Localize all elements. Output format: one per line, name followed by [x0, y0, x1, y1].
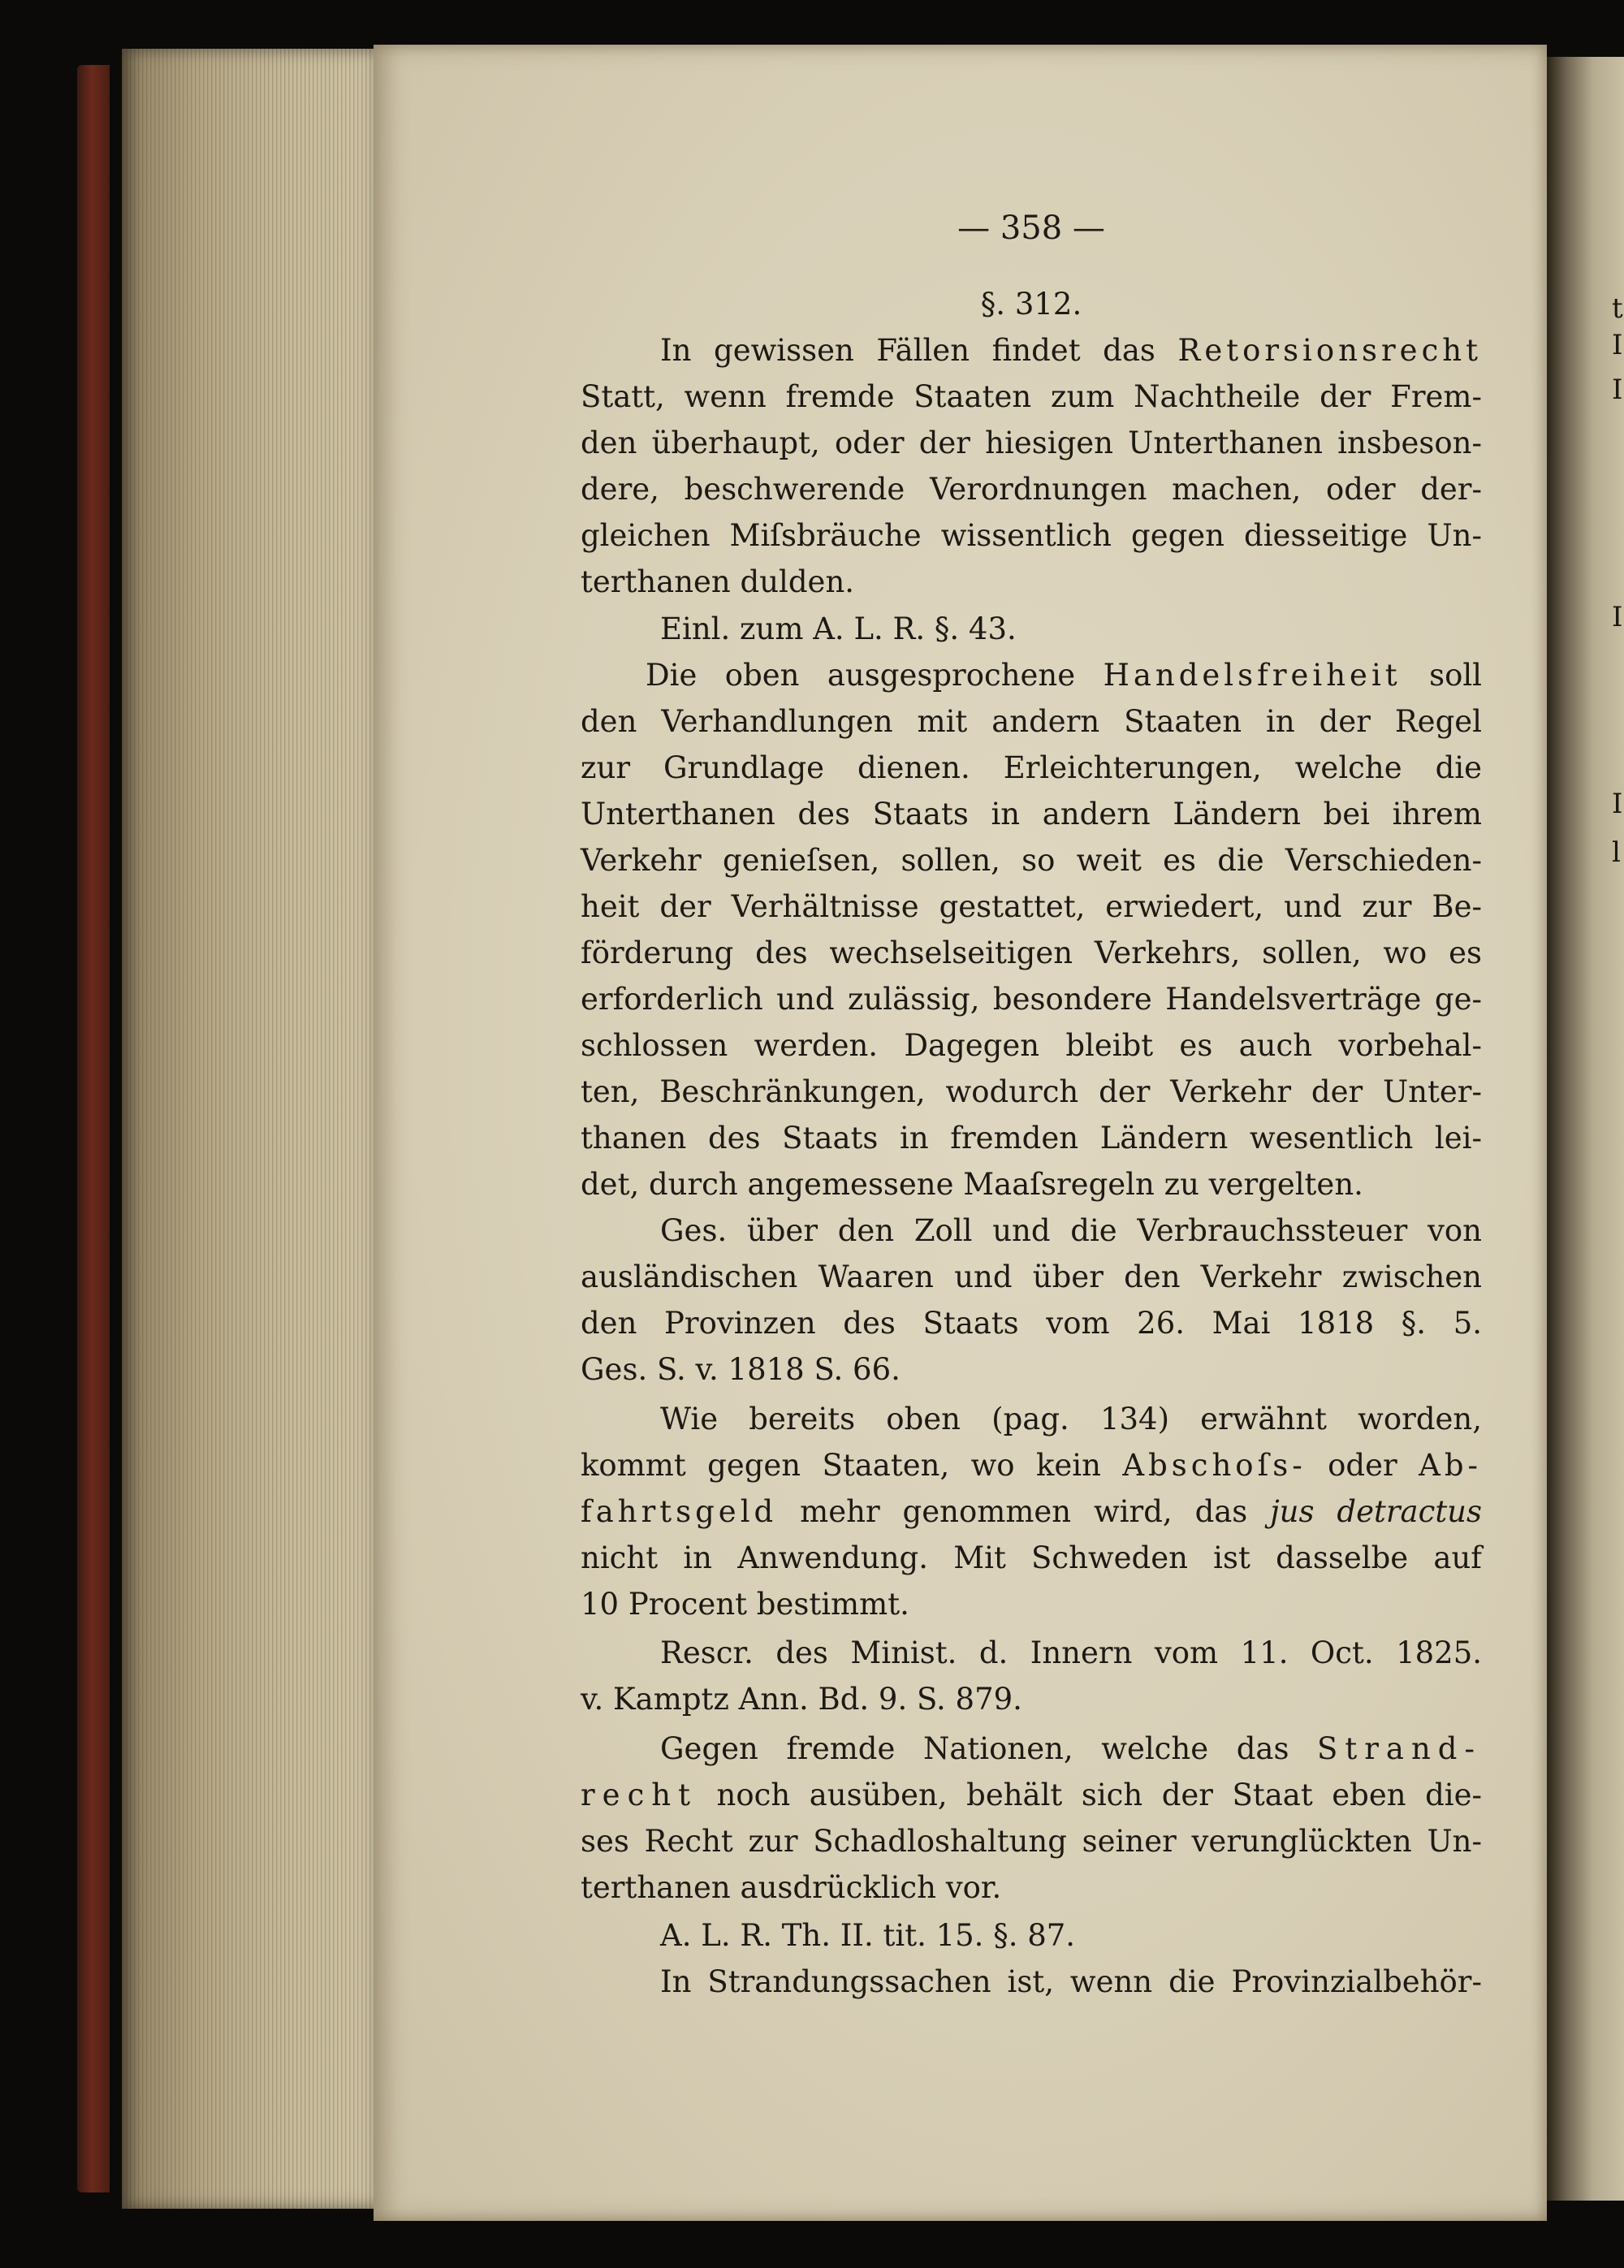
facing-page-mark: I: [1612, 601, 1623, 633]
text-line: [581, 1780, 1482, 1810]
text-line: heit der Verhältnisse gestattet, erwiedert, und zur Be-: [581, 889, 1482, 924]
text-line: Unterthanen des Staats in andern Ländern bei ihrem: [581, 797, 1482, 832]
text-line: [646, 658, 1483, 693]
emphasis-spaced: Retorsionsrecht: [1177, 333, 1482, 368]
text-run: noch ausüben, behält sich der Staat eben die-: [716, 1778, 1482, 1812]
text-line: zur Grundlage dienen. Erleichterungen, welche die: [581, 750, 1482, 785]
text-line: [660, 1731, 1482, 1766]
section-heading: §. 312.: [980, 287, 1082, 322]
text-run: kommt gegen Staaten, wo kein: [581, 1448, 1101, 1483]
text-line: [581, 1448, 1483, 1483]
text-line: thanen des Staats in fremden Ländern wesentlich lei-: [581, 1121, 1482, 1156]
emphasis-spaced: Handelsfreiheit: [1103, 658, 1402, 693]
text-line: dere, beschwerende Verordnungen machen, oder der-: [581, 472, 1482, 507]
text-line: det, durch angemessene Maaſsregeln zu vergelten.: [581, 1167, 1363, 1202]
emphasis-spaced: recht: [581, 1778, 698, 1812]
text-line: [581, 1494, 1482, 1529]
reference-line: ausländischen Waaren und über den Verkehr zwischen: [581, 1259, 1482, 1294]
text-line: den Verhandlungen mit andern Staaten in der Regel: [581, 704, 1482, 739]
facing-page-mark: I: [1612, 788, 1623, 820]
text-run: mehr genommen wird, das: [800, 1494, 1248, 1529]
reference-line: Ges. S. v. 1818 S. 66.: [581, 1352, 901, 1387]
text-line: [660, 333, 1482, 368]
reference-line: v. Kamptz Ann. Bd. 9. S. 879.: [581, 1682, 1022, 1717]
reference-line: Rescr. des Minist. d. Innern vom 11. Oct. 1825.: [660, 1635, 1482, 1670]
page-block-edges: [122, 49, 374, 2209]
text-run: In gewissen Fällen findet das: [660, 333, 1155, 368]
text-line: Verkehr genieſsen, sollen, so weit es die Verschieden-: [581, 843, 1482, 878]
reference-line: Einl. zum A. L. R. §. 43.: [660, 611, 1017, 646]
text-line: gleichen Miſsbräuche wissentlich gegen diesseitige Un-: [581, 518, 1482, 553]
latin-term: jus detractus: [1270, 1494, 1482, 1529]
reference-line: Ges. über den Zoll und die Verbrauchssteuer von: [660, 1213, 1482, 1248]
text-line: schlossen werden. Dagegen bleibt es auch vorbehal-: [581, 1028, 1482, 1063]
facing-page-mark: I: [1612, 329, 1623, 361]
text-line: Wie bereits oben (pag. 134) erwähnt worden,: [660, 1402, 1482, 1436]
text-line: 10 Procent bestimmt.: [581, 1587, 909, 1622]
text-run: oder: [1328, 1448, 1397, 1483]
facing-page-mark: I: [1612, 374, 1623, 406]
emphasis-spaced: Abschoſs-: [1122, 1448, 1307, 1483]
text-line: nicht in Anwendung. Mit Schweden ist dasselbe auf: [581, 1540, 1482, 1575]
emphasis-spaced: fahrtsgeld: [581, 1494, 778, 1529]
text-run: Gegen fremde Nationen, welche das: [660, 1731, 1289, 1766]
text-line: ten, Beschränkungen, wodurch der Verkehr der Unter-: [581, 1074, 1482, 1109]
book-cover-edge: [77, 65, 110, 2192]
facing-page-mark: t: [1612, 292, 1623, 325]
text-line: förderung des wechselseitigen Verkehrs, sollen, wo es: [581, 935, 1482, 970]
text-line: ses Recht zur Schadloshaltung seiner verunglückten Un-: [581, 1824, 1482, 1859]
text-line: terthanen ausdrücklich vor.: [581, 1870, 1002, 1905]
text-run: Die oben ausgesprochene: [646, 658, 1076, 693]
text-line: terthanen dulden.: [581, 564, 855, 599]
text-run: soll: [1429, 658, 1483, 693]
emphasis-spaced: Ab-: [1419, 1448, 1483, 1483]
text-line: In Strandungssachen ist, wenn die Provinzialbehör-: [660, 1964, 1482, 1999]
text-line: den überhaupt, oder der hiesigen Unterthanen insbeson-: [581, 426, 1482, 460]
reference-line: den Provinzen des Staats vom 26. Mai 1818 §. 5.: [581, 1306, 1482, 1341]
emphasis-spaced: Strand-: [1317, 1731, 1482, 1766]
facing-page-marks: [1612, 0, 1624, 2268]
reference-line: A. L. R. Th. II. tit. 15. §. 87.: [660, 1918, 1076, 1953]
text-line: erforderlich und zulässig, besondere Handelsverträge ge-: [581, 982, 1482, 1017]
page-number: — 358 —: [957, 210, 1105, 247]
text-line: Statt, wenn fremde Staaten zum Nachtheile der Frem-: [581, 379, 1482, 414]
facing-page-mark: l: [1612, 836, 1621, 869]
